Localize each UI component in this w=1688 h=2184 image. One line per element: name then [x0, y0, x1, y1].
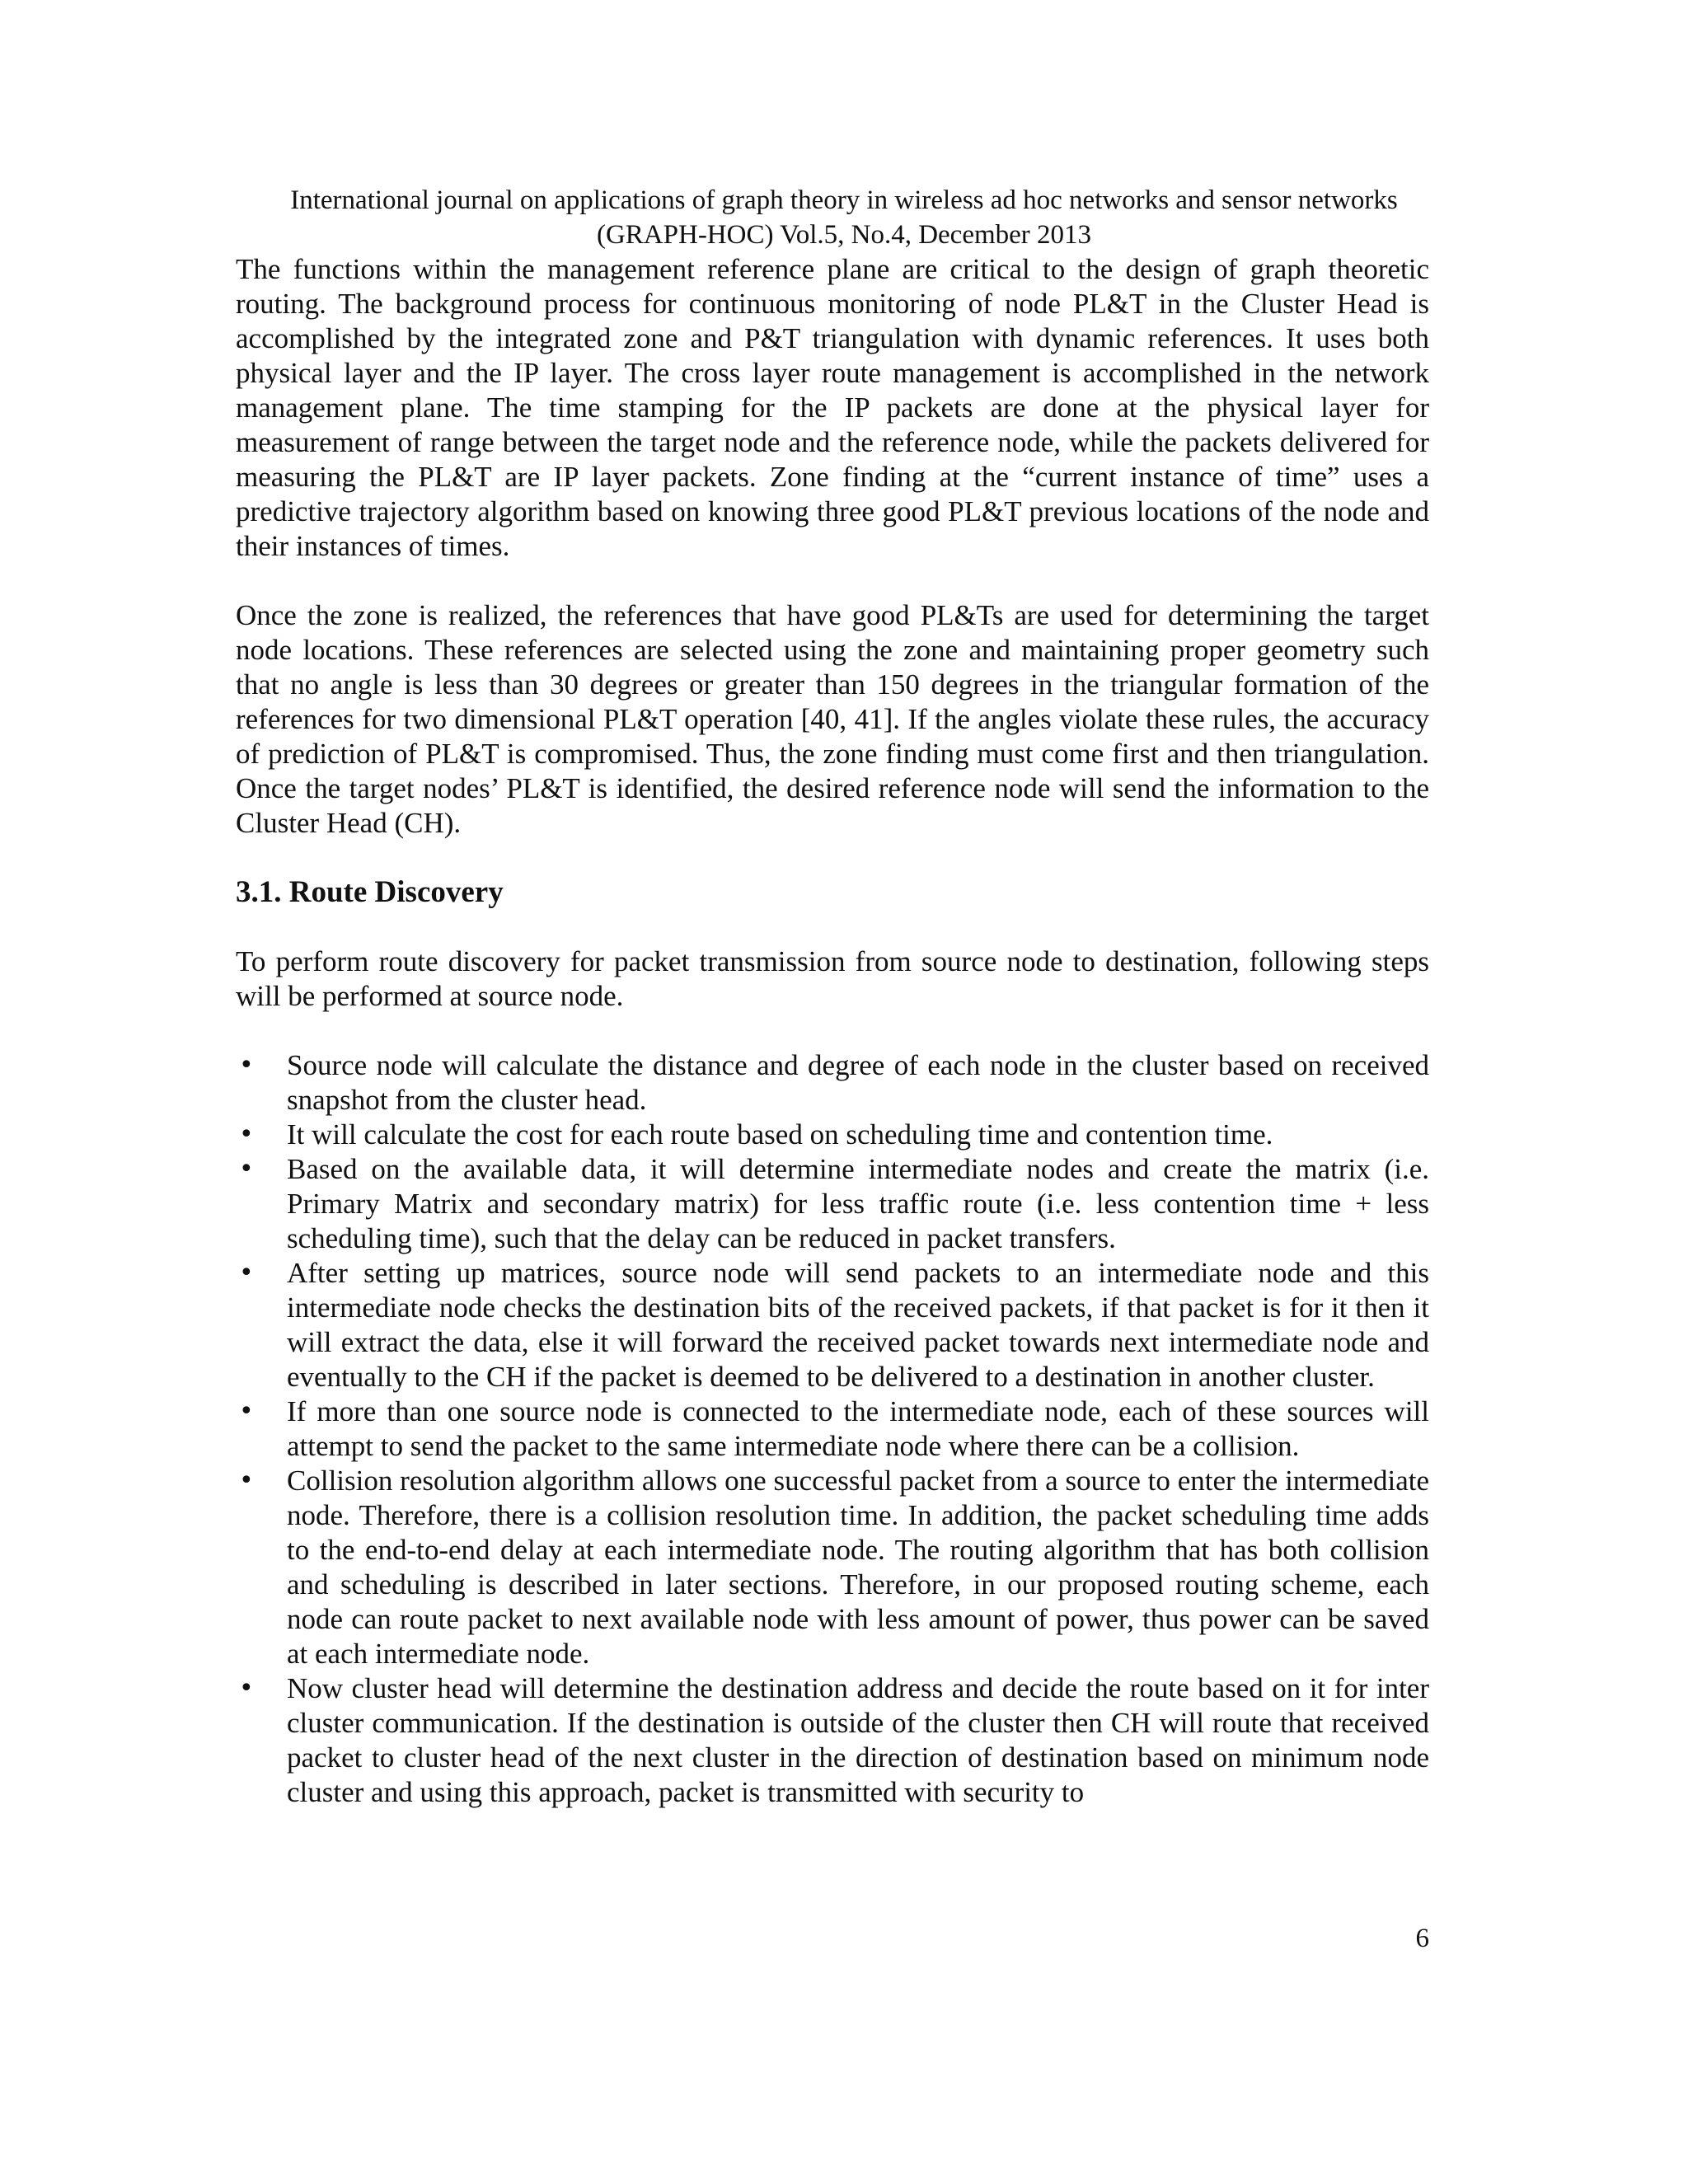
list-item [236, 1394, 1429, 1464]
paragraph-zone-references: Once the zone is realized, the references that have good PL&Ts are used for determining the target node locations. These references are selected using the zone and maintaining proper geometry such that no angle is less than 30 degrees or greater than 150 degrees in the triangular formation of the references for two dimensional PL&T operation [40, 41]. If the angles violate these rules, the accuracy of prediction of PL&T is compromised. Thus, the zone finding must come first and then triangulation. Once the target nodes’ PL&T is identified, the desired reference node will send the information to the Cluster Head (CH). [236, 599, 1429, 839]
bullet-icon: • [239, 1397, 254, 1426]
running-header [0, 183, 1688, 252]
list-item-text: If more than one source node is connected to the intermediate node, each of these sources will attempt to send the packet to the same intermediate node where there can be a collision. [287, 1395, 1429, 1462]
list-item-text: Based on the available data, it will determine intermediate nodes and create the matrix (i.e. Primary Matrix and secondary matrix) for less traffic route (i.e. less contention time + less scheduling time), such that the delay can be reduced in packet transfers. [287, 1153, 1429, 1254]
list-item [236, 1671, 1429, 1810]
bullet-icon: • [239, 1466, 254, 1495]
journal-volume-line: (GRAPH-HOC) Vol.5, No.4, December 2013 [596, 220, 1092, 250]
route-discovery-steps [236, 1048, 1429, 1810]
list-item-text: Collision resolution algorithm allows one successful packet from a source to enter the intermediate node. Therefore, there is a collision resolution time. In addition, the packet scheduling time adds to the end-to-end delay at each intermediate node. The routing algorithm that has both collision and scheduling is described in later sections. Therefore, in our proposed routing scheme, each node can route packet to next available node with less amount of power, thus power can be saved at each intermediate node. [287, 1465, 1429, 1670]
bullet-icon: • [239, 1155, 254, 1183]
section-heading: 3.1. Route Discovery [236, 875, 504, 909]
page-number: 6 [1415, 1924, 1429, 1953]
section-intro: To perform route discovery for packet transmission from source node to destination, following steps will be performed at source node. [236, 945, 1429, 1012]
bullet-icon: • [239, 1258, 254, 1287]
list-item [236, 1152, 1429, 1256]
list-item [236, 1464, 1429, 1671]
list-item-text: After setting up matrices, source node will send packets to an intermediate node and this intermediate node checks the destination bits of the received packets, if that packet is for it then it will extract the data, else it will forward the received packet towards next intermediate node and eventually to the CH if the packet is deemed to be delivered to a destination in another cluster. [287, 1257, 1429, 1393]
paragraph-management-plane: The functions within the management reference plane are critical to the design of graph theoretic routing. The background process for continuous monitoring of node PL&T in the Cluster Head is accomplished by the integrated zone and P&T triangulation with dynamic references. It uses both physical layer and the IP layer. The cross layer route management is accomplished in the network management plane. The time stamping for the IP packets are done at the physical layer for measurement of range between the target node and the reference node, while the packets delivered for measuring the PL&T are IP layer packets. Zone finding at the “current instance of time” uses a predictive trajectory algorithm based on knowing three good PL&T previous locations of the node and their instances of times. [236, 253, 1429, 562]
list-item [236, 1118, 1429, 1152]
bullet-icon: • [239, 1674, 254, 1703]
list-item [236, 1256, 1429, 1394]
list-item [236, 1048, 1429, 1118]
list-item-text: It will calculate the cost for each route based on scheduling time and contention time. [287, 1118, 1273, 1151]
bullet-icon: • [239, 1120, 254, 1149]
list-item-text: Source node will calculate the distance and degree of each node in the cluster based on received snapshot from the cluster head. [287, 1049, 1429, 1116]
list-item-text: Now cluster head will determine the destination address and decide the route based on it for inter cluster communication. If the destination is outside of the cluster then CH will route that received packet to cluster head of the next cluster in the direction of destination based on minimum node cluster and using this approach, packet is transmitted with security to [287, 1672, 1429, 1808]
body-content [236, 252, 1429, 1810]
bullet-icon: • [239, 1051, 254, 1080]
journal-title-line: International journal on applications of graph theory in wireless ad hoc networks and sensor networks [290, 185, 1398, 215]
